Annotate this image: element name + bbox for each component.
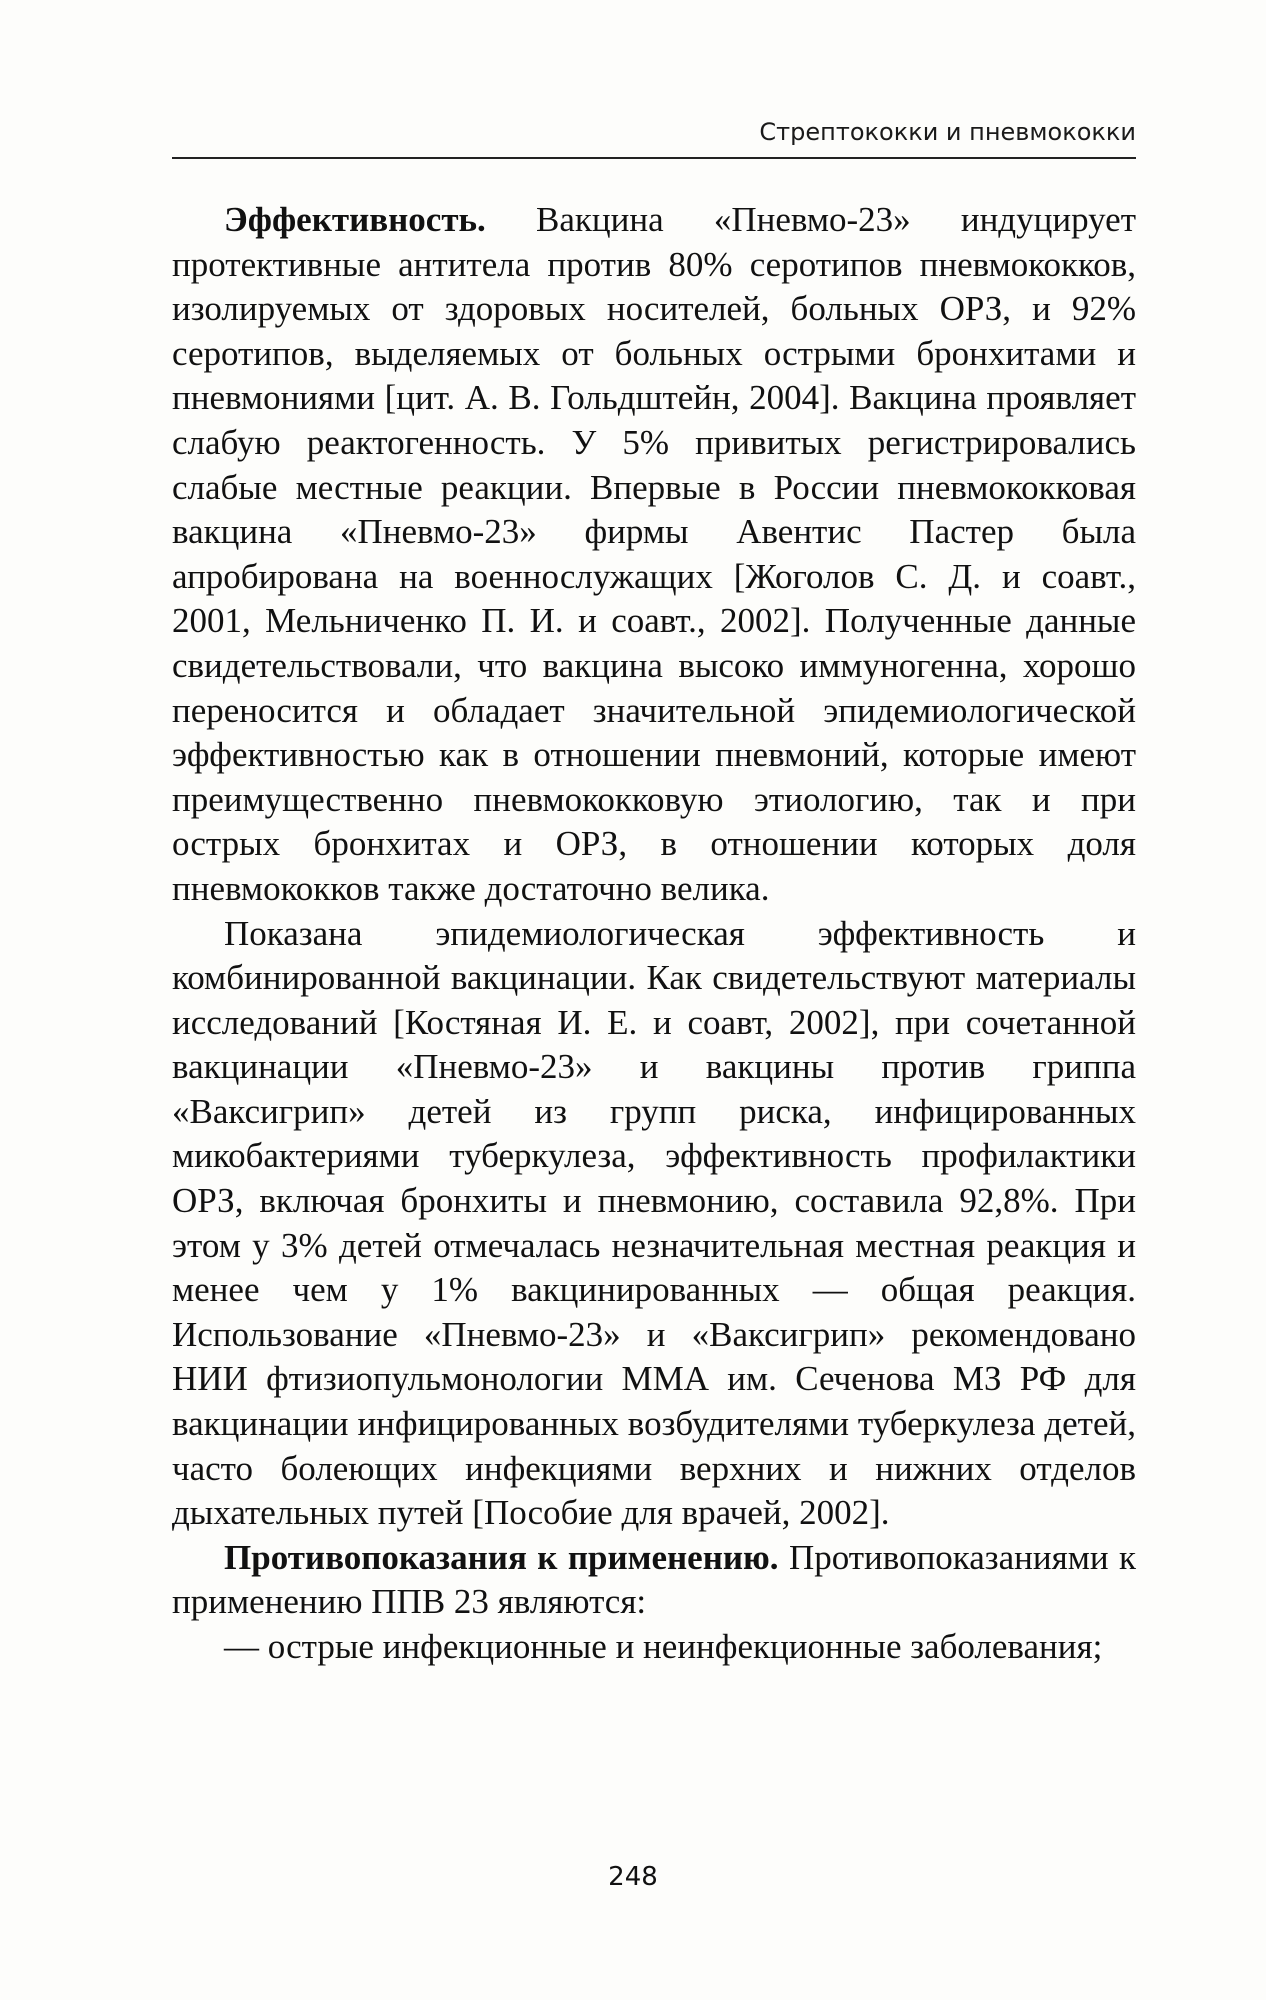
- paragraph-effectiveness: [172, 198, 1136, 912]
- header-rule: [172, 157, 1136, 159]
- paragraph-text: Противопоказаниями к применению ППВ 23 являются:: [172, 1537, 1137, 1622]
- paragraph-text: Вакцина «Пневмо-23» индуцирует протективные антитела против 80% серотипов пневмококков, изолируемых от здоровых носителей, больных ОРЗ, и 92% серотипов, выделяемых от больных острыми бронхитами и пневмониями [цит. А. В. Гольдштейн, 2004]. Вакцина проявляет слабую реактогенность. У 5% привитых регистрировались слабые местные реакции. Впервые в России пневмококковая вакцина «Пневмо-23» фирмы Авентис Пастер была апробирована на военнослужащих [Жоголов С. Д. и соавт., 2001, Мельниченко П. И. и соавт., 2002]. Полученные данные свидетельствовали, что вакцина высоко иммуногенна, хорошо переносится и обладает значительной эпидемиологической эффективностью как в отношении пневмоний, которые имеют преимущественно пневмококковую этиологию, так и при острых бронхитах и ОРЗ, в отношении которых доля пневмококков также достаточно велика.: [172, 200, 1136, 908]
- run-in-heading-effectiveness: Эффективность.: [224, 200, 486, 239]
- page-number: 248: [608, 1862, 658, 1892]
- paragraph-combined-vaccination: [172, 912, 1136, 1536]
- list-item: — острые инфекционные и неинфекционные заболевания;: [224, 1627, 1103, 1666]
- paragraph-text: Показана эпидемиологическая эффективность и комбинированной вакцинации. Как свидетельствуют материалы исследований [Костяная И. Е. и соавт, 2002], при сочетанной вакцинации «Пневмо-23» и вакцины против гриппа «Ваксигрип» детей из групп риска, инфицированных микобактериями туберкулеза, эффективность профилактики ОРЗ, включая бронхиты и пневмонию, составила 92,8%. При этом у 3% детей отмечалась незначительная местная реакция и менее чем у 1% вакцинированных — общая реакция. Использование «Пневмо-23» и «Ваксигрип» рекомендовано НИИ фтизиопульмонологии ММА им. Сеченова МЗ РФ для вакцинации инфицированных возбудителями туберкулеза детей, часто болеющих инфекциями верхних и нижних отделов дыхательных путей [Пособие для врачей, 2002].: [172, 913, 1136, 1533]
- paragraph-contraindications: [172, 1536, 1136, 1625]
- run-in-heading-contraindications: Противопоказания к применению.: [224, 1537, 779, 1577]
- body-text: [172, 198, 1136, 1670]
- running-header: Стрептококки и пневмококки: [759, 118, 1136, 146]
